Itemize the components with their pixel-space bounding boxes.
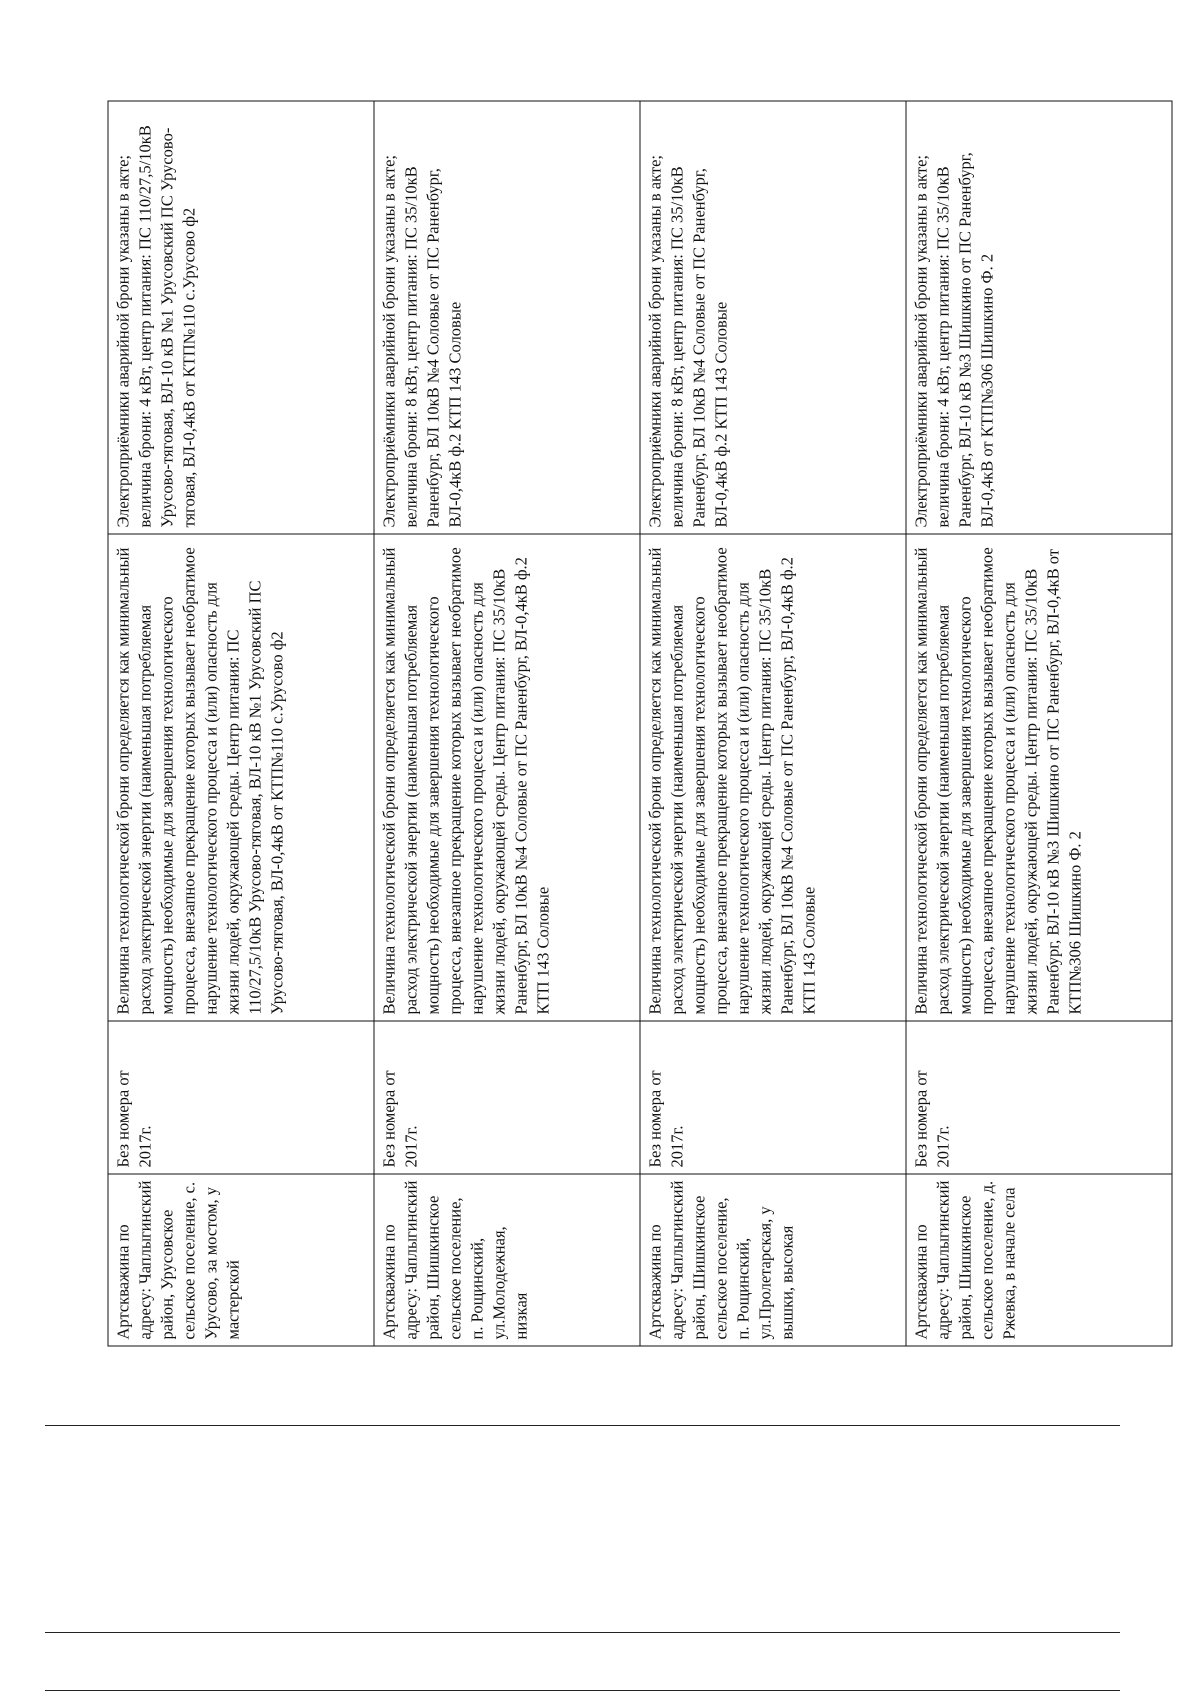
act-cell: Без номера от 2017г.	[374, 1021, 640, 1174]
location-cell: Артскважина по адресу: Чаплыгинский район, Шишкинское сельское поселение, д. Ржевка, в начале села	[906, 1174, 1172, 1346]
divider-line	[45, 1690, 1120, 1691]
divider-line	[45, 1632, 1120, 1633]
table-row	[374, 101, 640, 1346]
table-row	[640, 101, 906, 1346]
emergency-reserve-cell: Электроприёмники аварийной брони указаны в акте; величина брони: 8 кВт, центр питания: ПС 35/10кВ Раненбург, ВЛ 10кВ №4 Соловые от ПС Раненбург, ВЛ-0,4кВ ф.2 КТП 143 Соловые	[640, 101, 906, 534]
reserve-table	[108, 101, 1173, 1347]
divider-line	[45, 1425, 1120, 1426]
act-cell: Без номера от 2017г.	[640, 1021, 906, 1174]
table-row	[108, 101, 374, 1346]
emergency-reserve-cell: Электроприёмники аварийной брони указаны в акте; величина брони: 4 кВт, центр питания: ПС 35/10кВ Раненбург, ВЛ-10 кВ №3 Шишкино от ПС Раненбург, ВЛ-0,4кВ от КТП№306 Шишкино Ф. 2	[906, 101, 1172, 534]
location-cell: Артскважина по адресу: Чаплыгинский район, Шишкинское сельское поселение, п. Рощинский, ул.Пролетарская, у вышки, высокая	[640, 1174, 906, 1346]
emergency-reserve-cell: Электроприёмники аварийной брони указаны в акте; величина брони: 4 кВт, центр питания: ПС 110/27,5/10кВ Урусово-тяговая, ВЛ-10 кВ №1 Урусовский ПС Урусово-тяговая, ВЛ-0,4кВ от КТП№110 с.Урусово ф2	[108, 101, 374, 534]
act-cell: Без номера от 2017г.	[108, 1021, 374, 1174]
location-cell: Артскважина по адресу: Чаплыгинский район, Шишкинское сельское поселение, п. Рощинский, ул.Молодежная, низкая	[374, 1174, 640, 1346]
act-cell: Без номера от 2017г.	[906, 1021, 1172, 1174]
tech-reserve-cell: Величина технологической брони определяется как минимальный расход электрической энергии (наименьшая потребляемая мощность) необходимые для завершения технологического процесса, внезапное прекращение которых вызывает необратимое нарушение технологического процесса и (или) опасность для жизни людей, окружающей среды. Центр питания: ПС 35/10кВ Раненбург, ВЛ 10кВ №4 Соловые от ПС Раненбург, ВЛ-0,4кВ ф.2 КТП 143 Соловые	[374, 534, 640, 1021]
table-row	[906, 101, 1172, 1346]
tech-reserve-cell: Величина технологической брони определяется как минимальный расход электрической энергии (наименьшая потребляемая мощность) необходимые для завершения технологического процесса, внезапное прекращение которых вызывает необратимое нарушение технологического процесса и (или) опасность для жизни людей, окружающей среды. Центр питания: ПС 35/10кВ Раненбург, ВЛ 10кВ №4 Соловые от ПС Раненбург, ВЛ-0,4кВ ф.2 КТП 143 Соловые	[640, 534, 906, 1021]
rotated-table-container	[108, 102, 1173, 1347]
tech-reserve-cell: Величина технологической брони определяется как минимальный расход электрической энергии (наименьшая потребляемая мощность) необходимые для завершения технологического процесса, внезапное прекращение которых вызывает необратимое нарушение технологического процесса и (или) опасность для жизни людей, окружающей среды. Центр питания: ПС 110/27,5/10кВ Урусово-тяговая, ВЛ-10 кВ №1 Урусовский ПС Урусово-тяговая, ВЛ-0,4кВ от КТП№110 с.Урусово ф2	[108, 534, 374, 1021]
emergency-reserve-cell: Электроприёмники аварийной брони указаны в акте; величина брони: 8 кВт, центр питания: ПС 35/10кВ Раненбург, ВЛ 10кВ №4 Соловые от ПС Раненбург, ВЛ-0,4кВ ф.2 КТП 143 Соловые	[374, 101, 640, 534]
tech-reserve-cell: Величина технологической брони определяется как минимальный расход электрической энергии (наименьшая потребляемая мощность) необходимые для завершения технологического процесса, внезапное прекращение которых вызывает необратимое нарушение технологического процесса и (или) опасность для жизни людей, окружающей среды. Центр питания: ПС 35/10кВ Раненбург, ВЛ-10 кВ №3 Шишкино от ПС Раненбург, ВЛ-0,4кВ от КТП№306 Шишкино Ф. 2	[906, 534, 1172, 1021]
location-cell: Артскважина по адресу: Чаплыгинский район, Урусовское сельское поселение, с. Урусово, за мостом, у мастерской	[108, 1174, 374, 1346]
